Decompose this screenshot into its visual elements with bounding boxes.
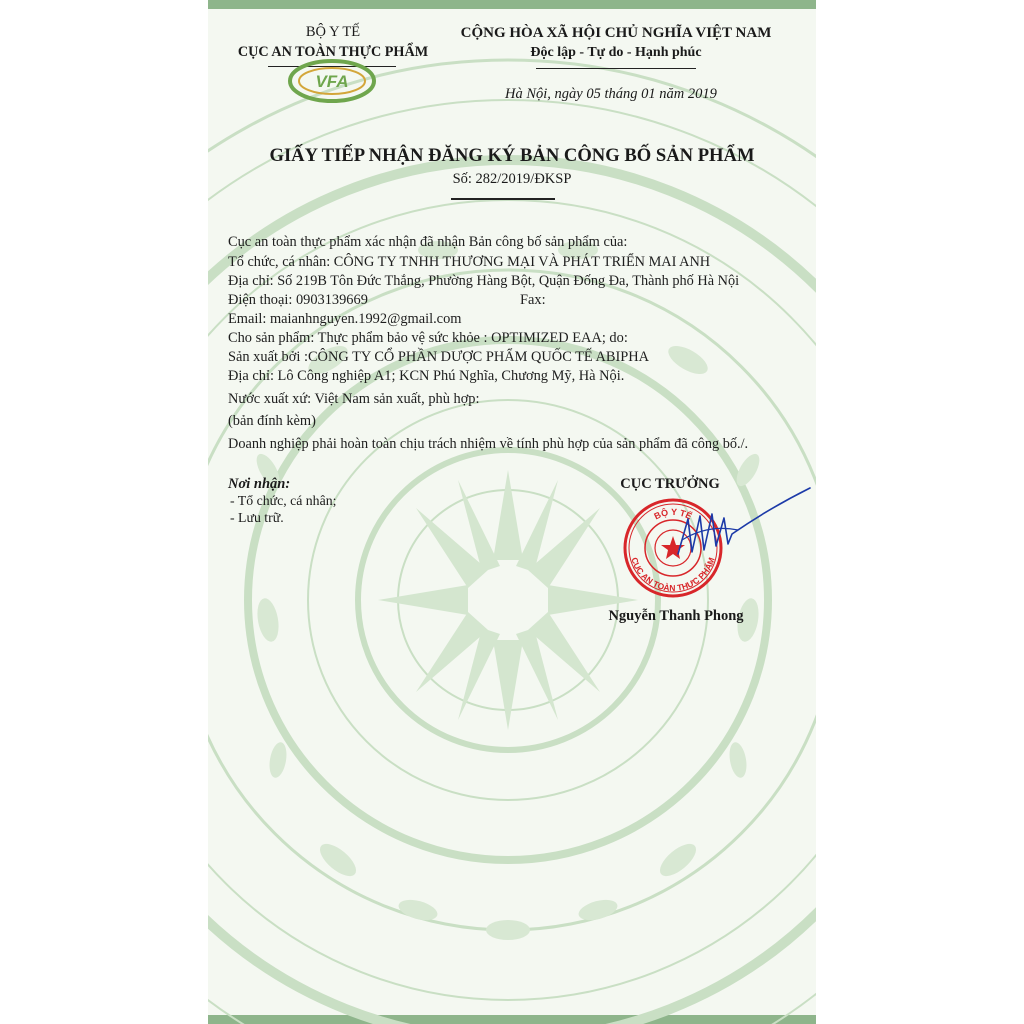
place-date: Hà Nội, ngày 05 tháng 01 năm 2019 [505, 86, 717, 102]
address-line: Địa chỉ: Số 219B Tôn Đức Thắng, Phường Hàng Bột, Quận Đống Đa, Thành phố Hà Nội [228, 273, 740, 289]
signer-name: Nguyễn Thanh Phong [608, 608, 744, 624]
origin-line: Nước xuất xứ: Việt Nam sản xuất, phù hợp: [228, 391, 480, 407]
document-title: GIẤY TIẾP NHẬN ĐĂNG KÝ BẢN CÔNG BỐ SẢN PHẨM [269, 145, 755, 166]
email-line: Email: maianhnguyen.1992@gmail.com [228, 311, 462, 327]
handwritten-signature [658, 484, 816, 574]
signer-role: CỤC TRƯỞNG [620, 476, 720, 492]
motto: Độc lập - Tự do - Hạnh phúc [530, 45, 702, 60]
stamp-top-text: BỘ Y TẾ [652, 506, 694, 522]
motto-underline [536, 68, 696, 69]
agency-name: CỤC AN TOÀN THỰC PHẨM [237, 44, 429, 60]
ministry-name: BỘ Y TẾ [305, 24, 361, 40]
recipients-label: Nơi nhận: [228, 476, 291, 492]
title-underline [451, 198, 555, 200]
phone-line: Điện thoại: 0903139669 [228, 292, 368, 308]
document-number: Số: 282/2019/ĐKSP [452, 171, 572, 187]
attached-line: (bản đính kèm) [228, 413, 316, 429]
recipient-item: - Tổ chức, cá nhân; [230, 493, 337, 508]
recipient-item: - Lưu trữ. [230, 510, 284, 525]
document-sheet [208, 0, 816, 1024]
intro-line: Cục an toàn thực phẩm xác nhận đã nhận Bản công bố sản phẩm của: [228, 234, 628, 250]
vfa-logo [286, 58, 378, 104]
organization-line: Tổ chức, cá nhân: CÔNG TY TNHH THƯƠNG MẠI VÀ PHÁT TRIỂN MAI ANH [228, 254, 711, 270]
country-name: CỘNG HÒA XÃ HỘI CHỦ NGHĨA VIỆT NAM [460, 25, 772, 41]
manufacturer-address-line: Địa chỉ: Lô Công nghiệp A1; KCN Phú Nghĩa, Chương Mỹ, Hà Nội. [228, 368, 625, 384]
responsibility-line: Doanh nghiệp phải hoàn toàn chịu trách nhiệm về tính phù hợp của sản phẩm đã công bố./. [228, 436, 749, 452]
manufacturer-line: Sản xuất bởi :CÔNG TY CỔ PHẦN DƯỢC PHẨM QUỐC TẾ ABIPHA [228, 349, 650, 365]
stamp-ring-text: CỤC AN TOÀN THỰC PHẨM [629, 556, 717, 594]
product-line: Cho sản phẩm: Thực phẩm bảo vệ sức khỏe : OPTIMIZED EAA; do: [228, 330, 628, 346]
vfa-logo-text: VFA [315, 72, 349, 91]
fax-line: Fax: [520, 292, 546, 308]
